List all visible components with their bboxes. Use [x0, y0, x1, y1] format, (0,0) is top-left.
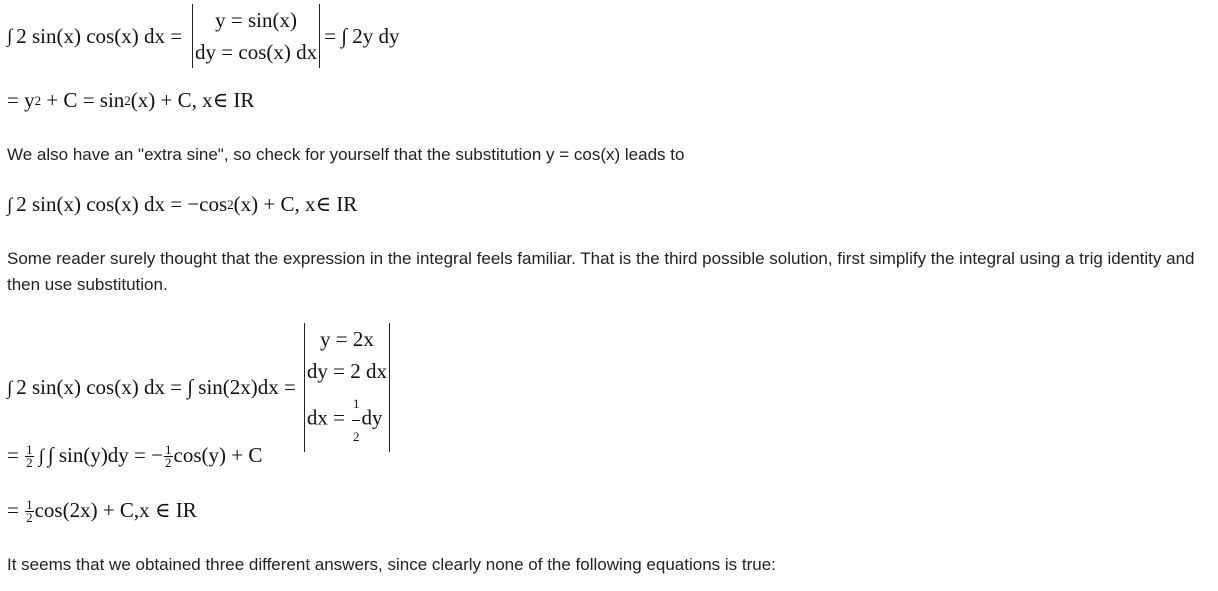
- paragraph-trig-identity: Some reader surely thought that the expression in the integral feels familiar. That is the third possible solution, first simplify the integral using a trig identity and then use substitution.: [7, 249, 1195, 294]
- equation-rhs: = ∫ 2y dy: [324, 23, 400, 48]
- fraction-one-half: [164, 444, 173, 469]
- equation-part: = y: [7, 88, 35, 112]
- paragraph-extra-sine: We also have an "extra sine", so check for yourself that the substitution y = cos(x) leads to: [7, 145, 685, 164]
- substitution-matrix: [304, 323, 390, 452]
- equation-substitution-sin: [7, 4, 399, 68]
- integral-symbol: ∫: [7, 377, 13, 399]
- fraction-denominator: 2: [352, 429, 360, 444]
- fraction-one-half: [352, 388, 361, 453]
- equation-part: ∫ sin(y)dy = −: [47, 443, 163, 467]
- substitution-row: dy = 2 dx: [306, 359, 387, 383]
- equation-part: cos(2x) + C,x ∈ IR: [34, 498, 197, 522]
- equation-lhs: 2 sin(x) cos(x) dx = ∫ sin(2x)dx =: [16, 375, 296, 399]
- equation-part: cos(y) + C: [173, 443, 263, 467]
- integral-symbol: ∫: [7, 194, 13, 216]
- fraction-denominator: 2: [165, 455, 172, 470]
- fraction-numerator: 1: [165, 442, 172, 457]
- fraction-one-half: [25, 444, 34, 469]
- fraction-denominator: 2: [26, 455, 33, 470]
- fraction-numerator: 1: [26, 497, 33, 512]
- fraction-denominator: 2: [26, 510, 33, 525]
- equation-substitution-2x: [7, 323, 394, 452]
- integral-symbol: ∫: [7, 26, 13, 47]
- substitution-row: [307, 387, 387, 452]
- equation-part: (x) + C, x∈ IR: [130, 88, 255, 112]
- equation-half-integral: [7, 443, 262, 468]
- equation-part: (x) + C, x∈ IR: [233, 192, 358, 216]
- substitution-row: y = 2x: [320, 327, 374, 351]
- equation-result-cos: ∫ 2 sin(x) cos(x) dx = −cos 2 (x) + C, x∈ IR: [7, 192, 358, 216]
- substitution-matrix: [192, 4, 320, 68]
- paragraph-three-answers: It seems that we obtained three different answers, since clearly none of the following equations is true:: [7, 555, 776, 574]
- fraction-one-half: [25, 499, 34, 524]
- substitution-row: y = sin(x): [215, 8, 297, 32]
- equation-part: + C = sin: [41, 88, 125, 112]
- equation-part: 2 sin(x) cos(x) dx = −cos: [16, 192, 228, 216]
- substitution-part: dx =: [306, 405, 345, 430]
- equation-lhs: 2 sin(x) cos(x) dx =: [16, 23, 183, 48]
- integral-symbol: ∫: [38, 445, 44, 467]
- equation-part: =: [7, 443, 25, 467]
- substitution-part: dy: [361, 405, 383, 430]
- equation-part: =: [7, 498, 25, 522]
- equation-result-cos2x: [7, 498, 197, 523]
- equation-result-sin: = y 2 + C = sin 2 (x) + C, x∈ IR: [7, 88, 255, 112]
- substitution-row: dy = cos(x) dx: [195, 40, 318, 64]
- fraction-numerator: 1: [352, 388, 361, 421]
- fraction-numerator: 1: [26, 442, 33, 457]
